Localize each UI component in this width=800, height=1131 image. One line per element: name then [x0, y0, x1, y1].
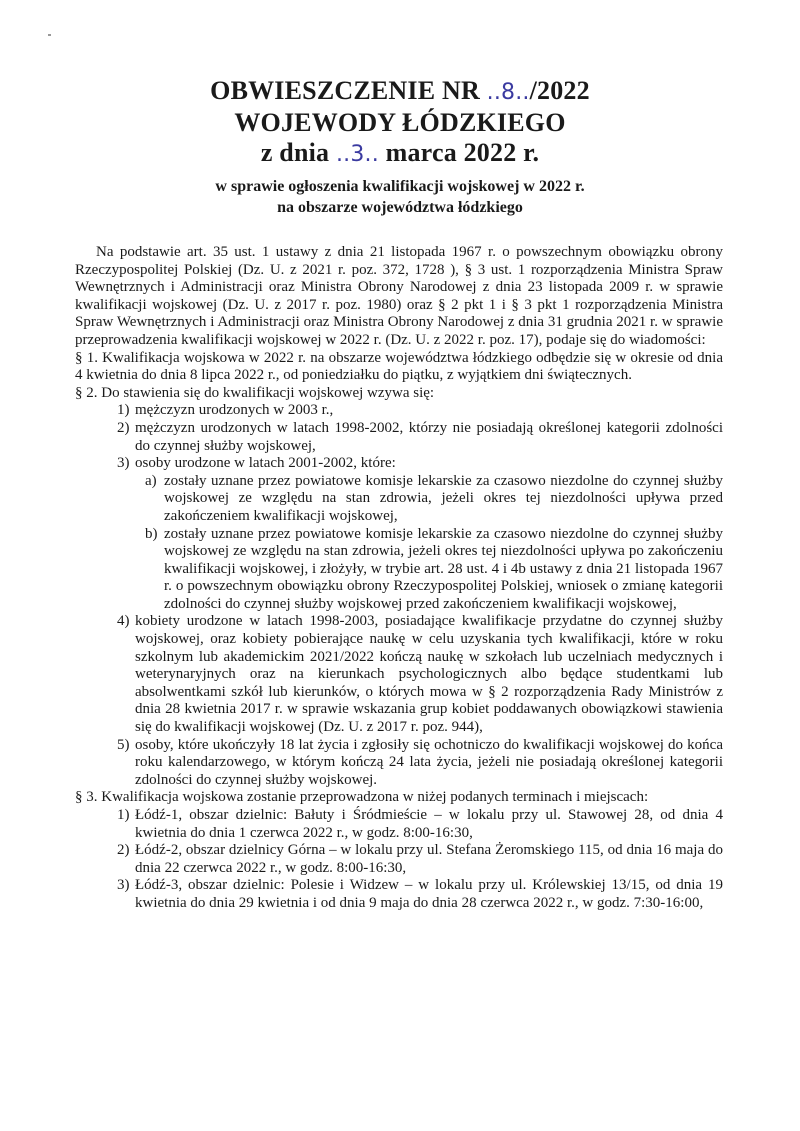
scan-speck [48, 34, 51, 36]
intro-paragraph: Na podstawie art. 35 ust. 1 ustawy z dnia 21 listopada 1967 r. o powszechnym obowiązku obrony Rzeczypospolitej Polskiej (Dz. U. z 2021 r. poz. 372, 1728 ), § 3 ust. 1 rozporządzenia Ministra Spraw Wewnętrznych i Administracji oraz Ministra Obrony Narodowej z dnia 23 listopada 2009 r. w sprawie kwalifikacji wojskowej (Dz. U. z 2017 r. poz. 1980) oraz § 2 pkt 1 i § 3 pkt 1 rozporządzenia Ministra Spraw Wewnętrznych i Administracji oraz Ministra Obrony Narodowej z dnia 31 grudnia 2021 r. w sprawie przeprowadzenia kwalifikacji wojskowej w 2022 r. (Dz. U. z 2022 r. poz. 17), podaje się do wiadomości: [75, 244, 723, 348]
list-text: Łódź-3, obszar dzielnic: Polesie i Widzew – w lokalu przy ul. Królewskiej 13/15, od dnia 19 kwietnia do dnia 29 kwietnia i od dnia 9 maja do dnia 28 czerwca 2022 r., w godz. 7:30-16:00, [135, 877, 723, 911]
list-item [75, 420, 723, 455]
location-item [75, 807, 723, 842]
date-prefix: z dnia [260, 138, 336, 167]
list-text: kobiety urodzone w latach 1998-2003, posiadające kwalifikacje przydatne do czynnej służby wojskowej, oraz kobiety pobierające naukę w celu uzyskania tych kwalifikacji, które w roku szkolnym lub akademickim 2021/2022 kończą naukę w szkołach lub uczelniach medycznych i weterynaryjnych oraz na kierunkach psychologicznych albo będące studentkami lub absolwentkami szkół lub kierunków, o których mowa w § 2 rozporządzenia Rady Ministrów z dnia 28 kwietnia 2017 r. w sprawie wskazania grup kobiet poddawanych obowiązkowi stawienia się do kwalifikacji wojskowej (Dz. U. z 2017 r. poz. 944), [135, 613, 723, 736]
list-text: Łódź-1, obszar dzielnic: Bałuty i Śródmieście – w lokalu przy ul. Stawowej 28, od dnia 4 kwietnia do dnia 1 czerwca 2022 r., w godz. 8:00-16:30, [135, 807, 723, 841]
location-item [75, 842, 723, 877]
list-text: osoby, które ukończyły 18 lat życia i zgłosiły się ochotniczo do kwalifikacji wojskowej do końca roku kalendarzowego, w którym kończą 24 lata życia, jeżeli nie posiadają określonej kategorii zdolności do czynnej służby wojskowej. [135, 736, 723, 788]
list-number: 2) [117, 842, 130, 859]
paragraph-2-lead: § 2. Do stawienia się do kwalifikacji wojskowej wzywa się: [75, 384, 435, 401]
list-number: 3) [117, 455, 130, 472]
paragraph-3-lead: § 3. Kwalifikacja wojskowa zostanie przeprowadzona w niżej podanych terminach i miejscach: [75, 789, 649, 806]
list-text: mężczyzn urodzonych w latach 1998-2002, którzy nie posiadają określonej kategorii zdolności do czynnej służby wojskowej, [135, 419, 723, 454]
list-item [75, 613, 723, 736]
sub-list-text: zostały uznane przez powiatowe komisje lekarskie za czasowo niezdolne do czynnej służby wojskowej ze względu na stan zdrowia, jeżeli okres tej niezdolności upływa przed zakończeniem kwalifikacji wojskowej, [164, 472, 723, 524]
title-line-3 [0, 138, 800, 170]
sub-list-item [75, 473, 723, 526]
list-number: 2) [117, 419, 130, 436]
subtitle-line-2: na obszarze województwa łódzkiego [277, 199, 523, 216]
list-text: osoby urodzone w latach 2001-2002, które: [135, 455, 396, 472]
sub-list-letter: a) [145, 472, 157, 489]
list-number: 1) [117, 807, 130, 823]
sub-list-item [75, 526, 723, 614]
title-line-2: WOJEWODY ŁÓDZKIEGO [234, 108, 566, 137]
list-item [75, 455, 723, 473]
location-item [75, 877, 723, 912]
title-year: /2022 [529, 76, 590, 105]
sub-list-letter: b) [145, 525, 158, 542]
list-number: 3) [117, 877, 130, 894]
date-suffix: marca 2022 r. [378, 138, 540, 167]
title-line-1 [0, 76, 800, 108]
document-body [75, 244, 723, 913]
list-text: Łódź-2, obszar dzielnicy Górna – w lokalu przy ul. Stefana Żeromskiego 115, od dnia 16 maja do dnia 22 czerwca 2022 r., w godz. 8:00-16:30, [135, 842, 723, 876]
handwritten-number: ..8.. [486, 80, 530, 105]
document-header [0, 76, 800, 218]
list-number: 4) [117, 613, 130, 630]
list-item [75, 402, 723, 420]
list-number: 1) [117, 402, 130, 419]
list-item [75, 737, 723, 790]
handwritten-day: ..3.. [335, 142, 379, 167]
list-number: 5) [117, 736, 130, 753]
sub-list-text: zostały uznane przez powiatowe komisje lekarskie za czasowo niezdolne do czynnej służby wojskowej ze względu na stan zdrowia, jeżeli okres tej niezdolności upływa po zakończeniu kwalifikacji wojskowej, i złożyły, w trybie art. 28 ust. 4 i 4b ustawy z dnia 21 listopada 1967 r. o powszechnym obowiązku obrony Rzeczypospolitej Polskiej, wniosek o zmianę kategorii zdolności do czynnej służby wojskowej przed zakończeniem kwalifikacji wojskowej, [164, 525, 723, 612]
title-prefix: OBWIESZCZENIE NR [210, 76, 487, 105]
list-text: mężczyzn urodzonych w 2003 r., [135, 402, 334, 419]
subtitle-line-1: w sprawie ogłoszenia kwalifikacji wojskowej w 2022 r. [215, 178, 585, 195]
paragraph-1: § 1. Kwalifikacja wojskowa w 2022 r. na obszarze województwa łódzkiego odbędzie się w okresie od dnia 4 kwietnia do dnia 8 lipca 2022 r., od poniedziałku do piątku, z wyjątkiem dni świątecznych. [75, 349, 723, 384]
